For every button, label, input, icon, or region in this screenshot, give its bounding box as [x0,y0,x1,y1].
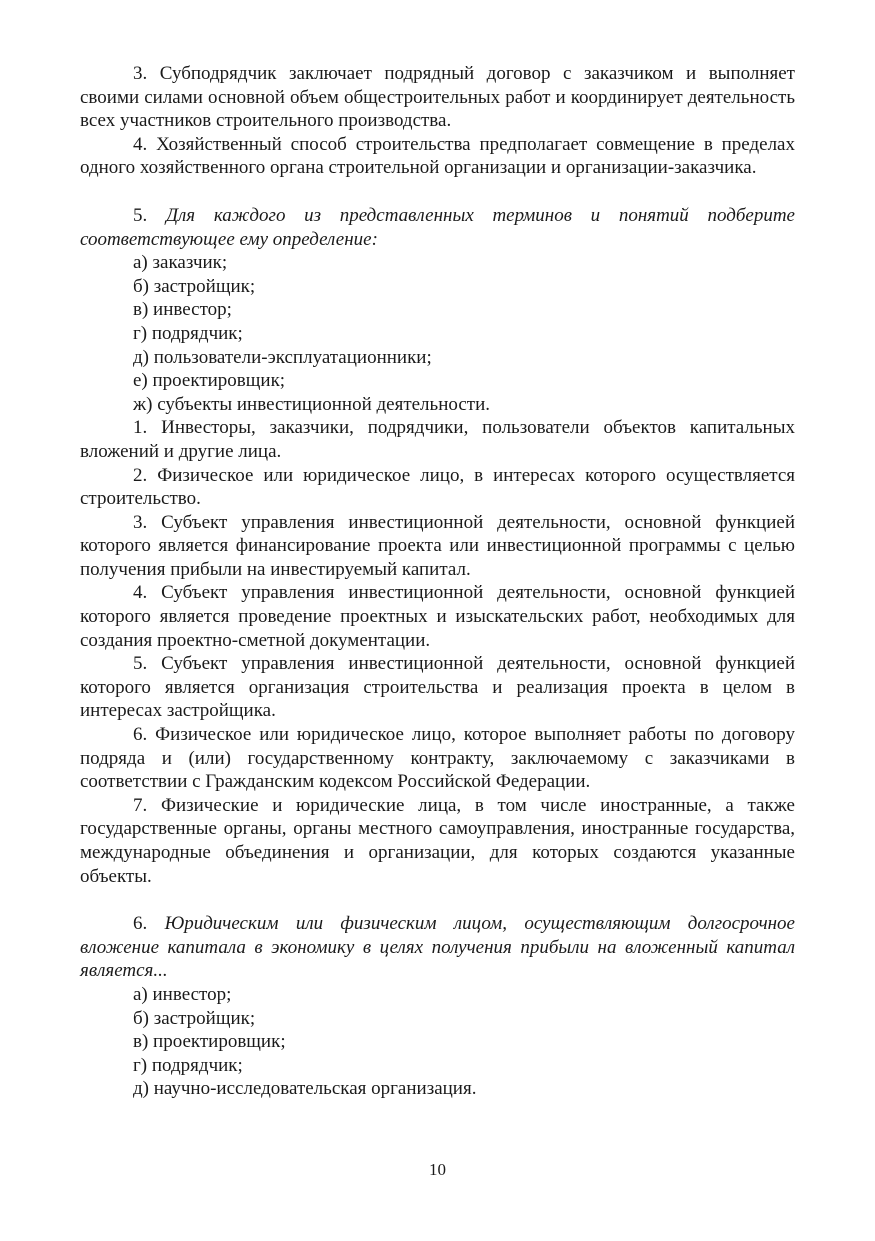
question-5-option: б) застройщик; [133,275,256,297]
question-5-definition: 6. Физическое или юридическое лицо, которое выполняет работы по договору подряда и (или) государственному контракту, заключаемому с заказчиками в соответствии с Гражданским кодексом Российской Федерации. [80,724,795,793]
paragraph-subcontractor: 3. Субподрядчик заключает подрядный договор с заказчиком и выполняет своими силами основной объем общестроительных работ и координирует деятельность всех участников строительного производства. [80,63,795,132]
question-5-option: ж) субъекты инвестиционной деятельности. [133,393,491,415]
paragraph-economic-method: 4. Хозяйственный способ строительства предполагает совмещение в пределах одного хозяйственного органа строительной организации и организации-заказчика. [80,133,795,179]
question-6-option: в) проектировщик; [133,1031,286,1053]
question-6-option: а) инвестор; [133,983,232,1005]
question-5-definition: 3. Субъект управления инвестиционной деятельности, основной функцией которого является финансирование проекта или инвестиционной программы с целью получения прибыли на инвестируемый капитал. [80,511,795,580]
question-6-option: б) застройщик; [133,1007,256,1029]
question-5-text [80,204,795,251]
spacer [80,888,795,912]
question-5-definition: 1. Инвесторы, заказчики, подрядчики, пользователи объектов капитальных вложений и другие лица. [80,417,795,462]
question-6-option: г) подрядчик; [133,1054,243,1076]
question-5-option: е) проектировщик; [133,370,286,392]
question-5 [80,204,795,888]
question-6 [80,912,795,1101]
question-5-option: в) инвестор; [133,299,232,321]
question-5-option: а) заказчик; [133,252,228,274]
question-5-definition: 2. Физическое или юридическое лицо, в интересах которого осуществляется строительство. [80,464,795,510]
question-5-number: 5. [133,204,148,226]
question-6-option: д) научно-исследовательская организация. [133,1078,477,1100]
question-5-option: г) подрядчик; [133,322,243,344]
question-5-definition: 4. Субъект управления инвестиционной деятельности, основной функцией которого является проведение проектных и изыскательских работ, необходимых для создания проектно-сметной документации. [80,582,795,651]
page-number: 10 [429,1160,446,1179]
question-6-text [80,912,795,983]
question-5-prompt: Для каждого из представленных терминов и понятий подберите соответствующее ему определение: [80,204,795,250]
question-6-prompt: Юридическим или физическим лицом, осуществляющим долгосрочное вложение капитала в экономику в целях получения прибыли на вложенный капитал является... [80,913,795,982]
question-5-option: д) пользователи-эксплуатационники; [133,346,432,368]
question-5-definition: 5. Субъект управления инвестиционной деятельности, основной функцией которого является организация строительства и реализация проекта в целом в интересах застройщика. [80,653,795,722]
question-6-number: 6. [133,913,148,935]
question-5-definition: 7. Физические и юридические лица, в том числе иностранные, а также государственные органы, органы местного самоуправления, иностранные государства, международные объединения и организации, для которых создаются указанные объекты. [80,794,795,887]
spacer [80,180,795,204]
